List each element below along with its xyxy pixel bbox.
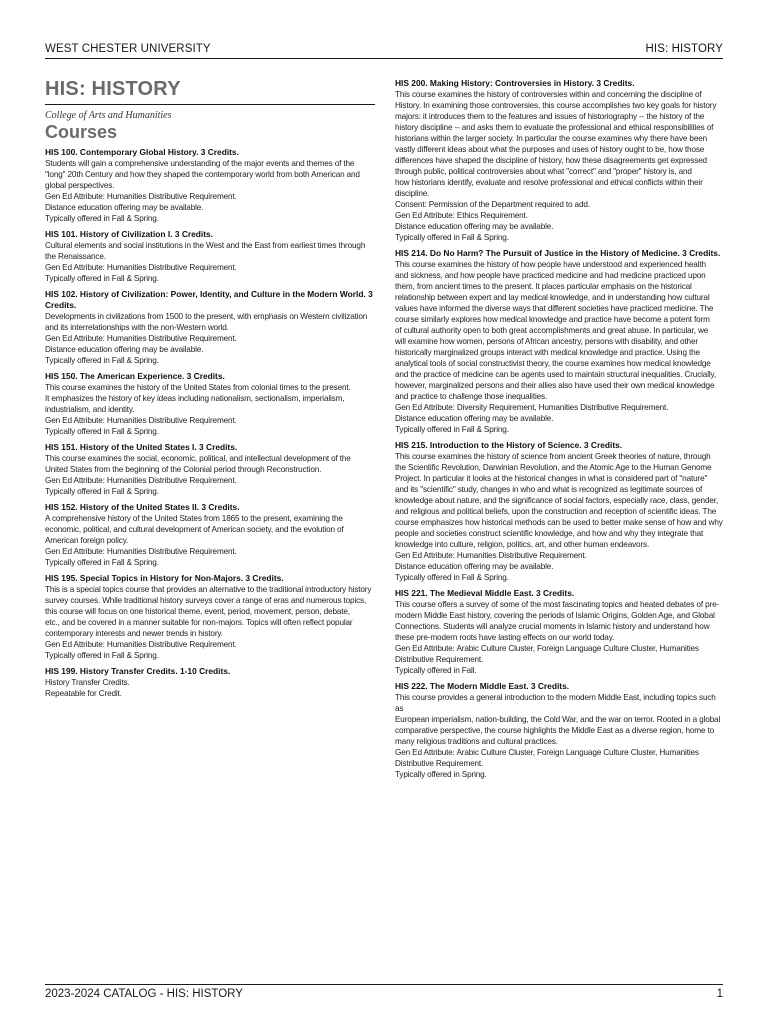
course-title: HIS 215. Introduction to the History of Science. 3 Credits.: [395, 440, 623, 450]
course-title: HIS 101. History of Civilization I. 3 Credits.: [45, 229, 214, 239]
running-footer: [45, 984, 723, 1000]
course-list-left: [45, 147, 375, 699]
course-text-line: and its "scientific" study, changes in who and what is recognized as legitimate sources of: [395, 485, 703, 494]
course-title: HIS 222. The Modern Middle East. 3 Credits.: [395, 681, 570, 691]
course-text-line: and practice to challenge those inequalities.: [395, 392, 548, 401]
course-text-line: through public, political controversies about what "correct" and "proper" history is, and: [395, 167, 692, 176]
course-text-line: Gen Ed Attribute: Arabic Culture Cluster, Foreign Language Culture Cluster, Humanities: [395, 644, 699, 653]
course-entry: [45, 502, 375, 568]
course-title: HIS 200. Making History: Controversies in History. 3 Credits.: [395, 78, 635, 88]
course-text-line: modern Middle East history, covering the periods of Islamic Origins, Golden Age, and Global: [395, 611, 715, 620]
footer-catalog: 2023-2024 CATALOG - HIS: HISTORY: [45, 988, 243, 1000]
course-text-line: Typically offered in Fall & Spring.: [395, 573, 509, 582]
course-text-line: Students will gain a comprehensive understanding of the major events and themes of the: [45, 159, 355, 168]
course-text-line: History. In examining those controversies, this course accomplishes two key goals for history: [395, 101, 717, 110]
course-text-line: Distance education offering may be available.: [395, 414, 554, 423]
course-text-line: It emphasizes the history of key ideas including nationalism, sectionalism, imperialism,: [45, 394, 345, 403]
course-text-line: course similarly explores how medical knowledge and practice have become a potent form: [395, 315, 710, 324]
course-text-line: Gen Ed Attribute: Humanities Distributive Requirement.: [45, 476, 237, 485]
course-text-line: differences have shaped the discipline of history, how these disagreements get expressed: [395, 156, 707, 165]
course-text-line: them, from ancient times to the present. It places particular emphasis on the historical: [395, 282, 692, 291]
course-text-line: analytical tools of social constructivist theory, the course examines how medical knowledge: [395, 359, 711, 368]
course-text-line: of cultural authority open to both great accomplishments and great abuse. In particular, we: [395, 326, 709, 335]
course-text-line: Typically offered in Fall & Spring.: [45, 274, 159, 283]
course-text-line: survey courses. While traditional history surveys cover a range of eras and numerous topics,: [45, 596, 367, 605]
course-text-line: and religious and political beliefs, upon the construction and reception of scientific ideas. The: [395, 507, 717, 516]
course-text-line: Typically offered in Spring.: [395, 770, 487, 779]
course-text-line: discipline.: [395, 189, 430, 198]
course-text-line: Gen Ed Attribute: Humanities Distributive Requirement.: [45, 192, 237, 201]
course-text-line: Gen Ed Attribute: Ethics Requirement.: [395, 211, 528, 220]
course-text-line: Connections. Students will analyze crucial moments in Islamic history and understand how: [395, 622, 710, 631]
course-text-line: many religious traditions and cultural practices.: [395, 737, 558, 746]
course-text-line: "long" 20th Century and how they shaped the contemporary world from both American and: [45, 170, 360, 179]
course-entry: [45, 229, 375, 284]
course-text-line: United States from the beginning of the Colonial period through Reconstruction.: [45, 465, 322, 474]
course-entry: [45, 442, 375, 497]
course-text-line: Typically offered in Fall & Spring.: [45, 427, 159, 436]
course-list-right: [395, 78, 725, 780]
course-text-line: This course examines the history of science from ancient Greek theories of nature, through: [395, 452, 711, 461]
course-text-line: Gen Ed Attribute: Diversity Requirement, Humanities Distributive Requirement.: [395, 403, 669, 412]
running-header: [45, 43, 723, 59]
course-text-line: This course provides a general introduction to the modern Middle East, including topics such as: [395, 693, 716, 713]
course-title: HIS 195. Special Topics in History for Non-Majors. 3 Credits.: [45, 573, 284, 583]
page-number: 1: [716, 988, 723, 1000]
page-title: HIS: HISTORY: [45, 78, 375, 105]
course-text-line: values have informed the diverse ways that different societies have practiced medicine. The: [395, 304, 714, 313]
course-text-line: Typically offered in Fall.: [395, 666, 477, 675]
course-text-line: Gen Ed Attribute: Humanities Distributive Requirement.: [45, 334, 237, 343]
college-name: College of Arts and Humanities: [45, 110, 172, 121]
course-text-line: will examine how women, persons of African ancestry, persons with disability, and other: [395, 337, 698, 346]
course-text-line: This course examines the history of how people have understood and experienced health: [395, 260, 706, 269]
course-text-line: Typically offered in Fall & Spring.: [395, 233, 509, 242]
course-text-line: Distance education offering may be available.: [395, 222, 554, 231]
course-text-line: Gen Ed Attribute: Arabic Culture Cluster, Foreign Language Culture Cluster, Humanities: [395, 748, 699, 757]
course-entry: [395, 681, 725, 780]
course-text-line: Developments in civilizations from 1500 to the present, with emphasis on Western civilization: [45, 312, 368, 321]
course-text-line: industrialism, and identity.: [45, 405, 135, 414]
course-text-line: Typically offered in Fall & Spring.: [45, 558, 159, 567]
course-text-line: Distributive Requirement.: [395, 655, 484, 664]
course-text-line: Gen Ed Attribute: Humanities Distributive Requirement.: [45, 547, 237, 556]
left-column: [45, 78, 375, 704]
course-title: HIS 102. History of Civilization: Power, Identity, and Culture in the Modern World. 3 Credits.: [45, 289, 373, 310]
header-university: WEST CHESTER UNIVERSITY: [45, 43, 211, 55]
course-text-line: Typically offered in Fall & Spring.: [45, 214, 159, 223]
course-entry: [45, 573, 375, 661]
course-text-line: course emphasizes how historical methods can be used to better make sense of how and why: [395, 518, 723, 527]
course-entry: [45, 371, 375, 437]
course-text-line: the Renaissance.: [45, 252, 106, 261]
course-text-line: knowledge about nature, and the significance of social factors, especially race, class, gender,: [395, 496, 719, 505]
course-text-line: the Scientific Revolution, Darwinian Revolution, and the Atomic Age to the Human Genome: [395, 463, 712, 472]
section-heading: Courses: [45, 122, 118, 142]
course-text-line: knowledge into culture, religion, politics, art, and other human endeavors.: [395, 540, 650, 549]
course-text-line: relationship between expert and lay medical knowledge, and in understanding how cultural: [395, 293, 710, 302]
course-text-line: History Transfer Credits.: [45, 678, 130, 687]
header-section: HIS: HISTORY: [645, 43, 723, 55]
course-text-line: and its interrelationships with the non-Western world.: [45, 323, 229, 332]
course-text-line: however, marginalized persons and their allies also have used their own medical knowledge: [395, 381, 715, 390]
course-text-line: Distance education offering may be available.: [45, 203, 204, 212]
course-text-line: Repeatable for Credit.: [45, 689, 122, 698]
course-text-line: economic, political, and cultural development of American society, and the evolution of: [45, 525, 344, 534]
course-title: HIS 199. History Transfer Credits. 1-10 Credits.: [45, 666, 231, 676]
course-text-line: majors: it introduces them to the features and issues of historiography -- the history of the: [395, 112, 705, 121]
course-text-line: This course examines the social, economic, political, and intellectual development of the: [45, 454, 351, 463]
course-text-line: historically marginalized groups interact with medical knowledge and practice. Using the: [395, 348, 700, 357]
course-text-line: etc., and be covered in a manner suitable for non-majors. Topics will often reflect popular: [45, 618, 353, 627]
course-entry: [45, 289, 375, 366]
course-text-line: historians within the larger society. In particular the course examines why there have been: [395, 134, 708, 143]
course-title: HIS 214. Do No Harm? The Pursuit of Justice in the History of Medicine. 3 Credits.: [395, 248, 721, 258]
course-text-line: and sickness, and how people have practiced medicine and had medicine practiced upon: [395, 271, 706, 280]
course-entry: [45, 666, 375, 699]
course-text-line: Distance education offering may be available.: [395, 562, 554, 571]
course-text-line: history discipline -- and asks them to evaluate the professional and ethical responsibilities of: [395, 123, 714, 132]
course-title: HIS 221. The Medieval Middle East. 3 Credits.: [395, 588, 575, 598]
course-text-line: contemporary interests and newer trends in history.: [45, 629, 223, 638]
course-text-line: Typically offered in Fall & Spring.: [45, 487, 159, 496]
course-text-line: Cultural elements and social institutions in the West and the East from earliest times through: [45, 241, 366, 250]
course-text-line: American foreign policy.: [45, 536, 129, 545]
course-text-line: how historians identify, evaluate and resolve professional and ethical conflicts within their: [395, 178, 703, 187]
course-text-line: This course examines the history of controversies within and concerning the discipline of: [395, 90, 702, 99]
course-text-line: these pre-modern roots have lasting effects on our world today.: [395, 633, 615, 642]
course-text-line: A comprehensive history of the United States from 1865 to the present, examining the: [45, 514, 343, 523]
course-title: HIS 151. History of the United States I. 3 Credits.: [45, 442, 238, 452]
course-text-line: people and societies construct scientific knowledge, and how and why they integrate that: [395, 529, 704, 538]
course-text-line: this course will focus on one historical theme, event, period, movement, person, debate,: [45, 607, 350, 616]
course-text-line: Gen Ed Attribute: Humanities Distributive Requirement.: [45, 263, 237, 272]
course-title: HIS 152. History of the United States II. 3 Credits.: [45, 502, 240, 512]
course-text-line: Distance education offering may be available.: [45, 345, 204, 354]
course-text-line: European imperialism, nation-building, the Cold War, and the war on terror. Rooted in a global: [395, 715, 721, 724]
course-text-line: Gen Ed Attribute: Humanities Distributive Requirement.: [45, 640, 237, 649]
course-text-line: Gen Ed Attribute: Humanities Distributive Requirement.: [45, 416, 237, 425]
course-title: HIS 150. The American Experience. 3 Credits.: [45, 371, 225, 381]
course-text-line: Gen Ed Attribute: Humanities Distributive Requirement.: [395, 551, 587, 560]
course-entry: [395, 588, 725, 676]
course-text-line: Typically offered in Fall & Spring.: [45, 356, 159, 365]
right-column: [395, 78, 725, 785]
course-entry: [395, 440, 725, 583]
course-text-line: This course offers a survey of some of the most fascinating topics and heated debates of pre-: [395, 600, 720, 609]
course-entry: [395, 78, 725, 243]
course-text-line: This course examines the history of the United States from colonial times to the present.: [45, 383, 351, 392]
course-text-line: and the practice of medicine can be agents used to maintain structural inequalities. Crucially,: [395, 370, 717, 379]
course-entry: [395, 248, 725, 435]
course-text-line: Typically offered in Fall & Spring.: [45, 651, 159, 660]
course-title: HIS 100. Contemporary Global History. 3 Credits.: [45, 147, 239, 157]
course-text-line: vastly different ideas about what the purposes and uses of history ought to be, how those: [395, 145, 705, 154]
course-text-line: Typically offered in Fall & Spring.: [395, 425, 509, 434]
course-text-line: comparative perspective, the course highlights the Middle East as a diverse region, home to: [395, 726, 715, 735]
course-text-line: Consent: Permission of the Department required to add.: [395, 200, 590, 209]
course-text-line: Distributive Requirement.: [395, 759, 484, 768]
course-text-line: Project. In particular it looks at the historical changes in what is considered part of "nature": [395, 474, 708, 483]
course-entry: [45, 147, 375, 224]
course-text-line: This is a special topics course that provides an alternative to the traditional introductory history: [45, 585, 372, 594]
course-text-line: global perspectives.: [45, 181, 115, 190]
